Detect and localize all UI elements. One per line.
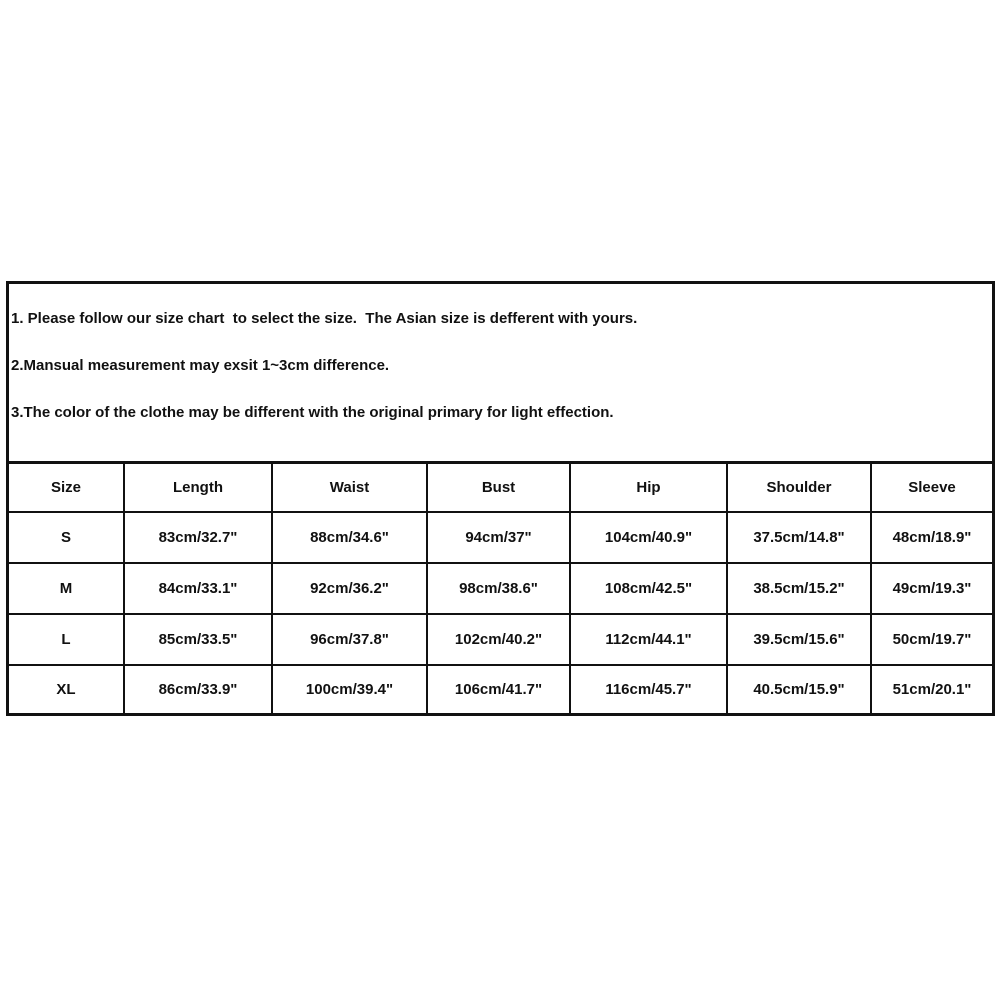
header-waist: Waist (272, 464, 427, 512)
header-length: Length (124, 464, 272, 512)
table-row (9, 614, 992, 665)
table-cell: 98cm/38.6" (427, 563, 570, 614)
table-row (9, 665, 992, 713)
header-bust: Bust (427, 464, 570, 512)
table-cell: 49cm/19.3" (871, 563, 992, 614)
table-cell: XL (9, 665, 124, 713)
table-cell: 108cm/42.5" (570, 563, 727, 614)
table-row (9, 563, 992, 614)
table-cell: 38.5cm/15.2" (727, 563, 871, 614)
table-cell: 100cm/39.4" (272, 665, 427, 713)
table-cell: 104cm/40.9" (570, 512, 727, 563)
table-cell: 39.5cm/15.6" (727, 614, 871, 665)
table-cell: 51cm/20.1" (871, 665, 992, 713)
table-cell: 116cm/45.7" (570, 665, 727, 713)
table-cell: 50cm/19.7" (871, 614, 992, 665)
header-size: Size (9, 464, 124, 512)
table-cell: 37.5cm/14.8" (727, 512, 871, 563)
header-shoulder: Shoulder (727, 464, 871, 512)
table-cell: 94cm/37" (427, 512, 570, 563)
table-cell: 86cm/33.9" (124, 665, 272, 713)
table-cell: 112cm/44.1" (570, 614, 727, 665)
table-cell: 83cm/32.7" (124, 512, 272, 563)
table-cell: 106cm/41.7" (427, 665, 570, 713)
table-cell: L (9, 614, 124, 665)
table-cell: 88cm/34.6" (272, 512, 427, 563)
table-cell: 85cm/33.5" (124, 614, 272, 665)
header-hip: Hip (570, 464, 727, 512)
table-cell: 48cm/18.9" (871, 512, 992, 563)
note-2: 2.Mansual measurement may exsit 1~3cm difference. (11, 357, 390, 374)
size-table (9, 464, 992, 713)
note-3: 3.The color of the clothe may be different with the original primary for light effection. (11, 404, 614, 421)
table-cell: 102cm/40.2" (427, 614, 570, 665)
table-cell: 96cm/37.8" (272, 614, 427, 665)
size-notes (9, 284, 992, 464)
header-sleeve: Sleeve (871, 464, 992, 512)
table-header-row (9, 464, 992, 512)
table-cell: M (9, 563, 124, 614)
table-row (9, 512, 992, 563)
table-cell: S (9, 512, 124, 563)
table-cell: 92cm/36.2" (272, 563, 427, 614)
table-cell: 40.5cm/15.9" (727, 665, 871, 713)
table-cell: 84cm/33.1" (124, 563, 272, 614)
note-1: 1. Please follow our size chart to select the size. The Asian size is defferent with yours. (11, 310, 638, 327)
size-chart (6, 281, 995, 716)
